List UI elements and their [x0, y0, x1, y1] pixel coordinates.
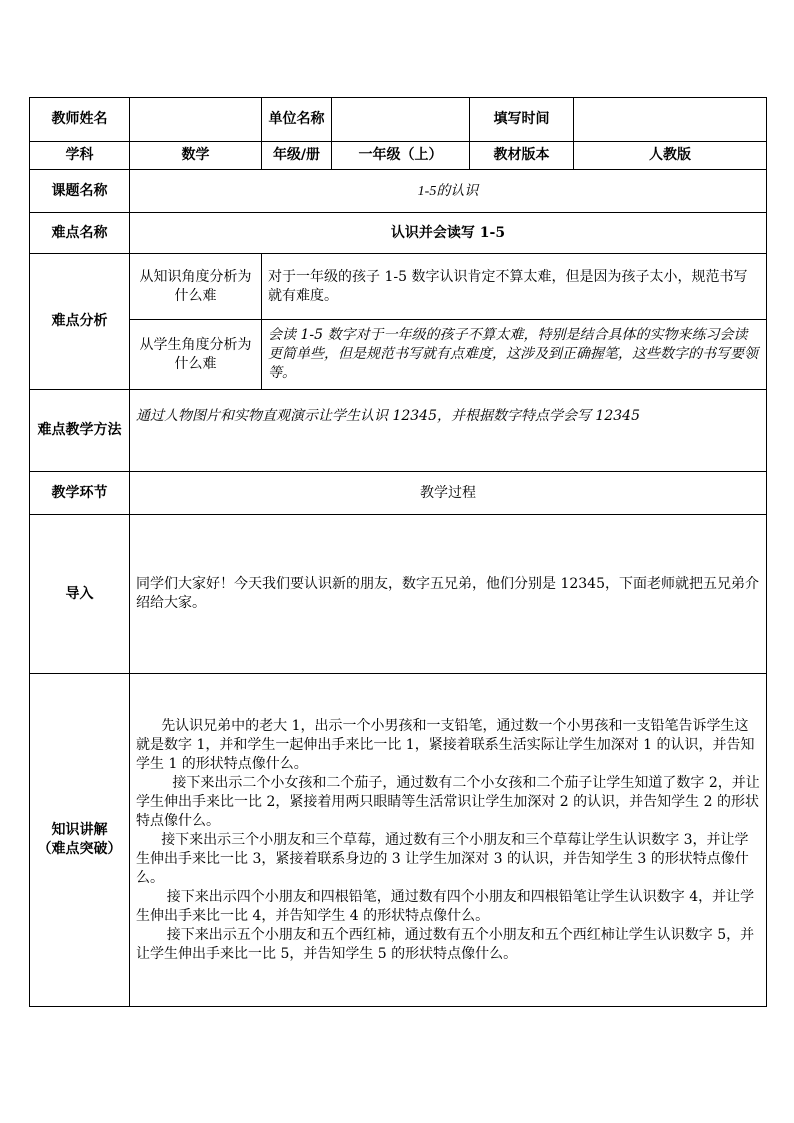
teacher-name-value: [130, 98, 262, 142]
teacher-name-label: 教师姓名: [30, 98, 130, 142]
knowledge-label: [30, 674, 130, 1007]
knowledge-angle-text: 对于一年级的孩子 1-5 数字认识肯定不算太难，但是因为孩子太小，规范书写就有难度。: [262, 254, 767, 320]
knowledge-paragraph: 接下来出示四个小朋友和四根铅笔，通过数有四个小朋友和四根铅笔让学生认识数字 4，并让学生伸出手来比一比 4，并告知学生 4 的形状特点像什么。: [136, 888, 755, 924]
knowledge-angle-label: 从知识角度分析为什么难: [130, 254, 262, 320]
row-stage-header: [30, 472, 767, 515]
stage-value: 教学过程: [130, 472, 767, 515]
row-knowledge: [30, 674, 767, 1007]
difficulty-value: 认识并会读写 1-5: [130, 213, 767, 254]
knowledge-text: [130, 674, 767, 1007]
row-subject-info: [30, 142, 767, 170]
row-difficulty: [30, 213, 767, 254]
grade-value: 一年级（上）: [332, 142, 470, 170]
teaching-method-label: 难点教学方法: [30, 390, 130, 472]
stage-label: 教学环节: [30, 472, 130, 515]
analysis-label: 难点分析: [30, 254, 130, 390]
row-analysis-knowledge: [30, 254, 767, 320]
row-analysis-student: [30, 320, 767, 390]
difficulty-label: 难点名称: [30, 213, 130, 254]
teaching-method-text: 通过人物图片和实物直观演示让学生认识 12345，并根据数字特点学会写 12345: [130, 390, 767, 472]
intro-text: 同学们大家好！今天我们要认识新的朋友，数字五兄弟，他们分别是 12345，下面老师就把五兄弟介绍给大家。: [130, 515, 767, 674]
row-lesson-title: [30, 170, 767, 213]
knowledge-label-line2: （难点突破）: [37, 841, 122, 857]
fill-time-value: [574, 98, 767, 142]
lesson-title-label: 课题名称: [30, 170, 130, 213]
knowledge-label-line1: 知识讲解: [51, 822, 108, 838]
row-teacher-info: [30, 98, 767, 142]
student-angle-label: 从学生角度分析为什么难: [130, 320, 262, 390]
subject-value: 数学: [130, 142, 262, 170]
lesson-title: 1-5的认识: [130, 170, 767, 213]
lesson-plan-table: [29, 97, 767, 1007]
knowledge-paragraph: 接下来出示三个小朋友和三个草莓，通过数有三个小朋友和三个草莓让学生认识数字 3，并让学生伸出手来比一比 3，紧接着联系身边的 3 让学生加深对 3 的认识，并告知学生 3 的形状特点像什么。: [136, 831, 749, 886]
row-intro: [30, 515, 767, 674]
edition-value: 人教版: [574, 142, 767, 170]
row-teaching-method: [30, 390, 767, 472]
knowledge-paragraph: 接下来出示二个小女孩和二个茄子，通过数有二个小女孩和二个茄子让学生知道了数字 2，并让学生伸出手来比一比 2，紧接着用两只眼睛等生活常识让学生加深对 2 的认识，并告知学生 2 的形状特点像什么。: [136, 774, 760, 829]
student-angle-text: 会读 1-5 数字对于一年级的孩子不算太难，特别是结合具体的实物来练习会读更简单些，但是规范书写就有点难度，这涉及到正确握笔，这些数字的书写要领等。: [262, 320, 767, 390]
grade-label: 年级/册: [262, 142, 332, 170]
unit-name-value: [332, 98, 470, 142]
unit-name-label: 单位名称: [262, 98, 332, 142]
subject-label: 学科: [30, 142, 130, 170]
edition-label: 教材版本: [470, 142, 574, 170]
intro-label: 导入: [30, 515, 130, 674]
knowledge-paragraph: 先认识兄弟中的老大 1，出示一个小男孩和一支铅笔，通过数一个小男孩和一支铅笔告诉学生这就是数字 1，并和学生一起伸出手来比一比 1，紧接着联系生活实际让学生加深对 1 的认识，并告知学生 1 的形状特点像什么。: [136, 717, 755, 772]
fill-time-label: 填写时间: [470, 98, 574, 142]
knowledge-paragraph: 接下来出示五个小朋友和五个西红柿，通过数有五个小朋友和五个西红柿让学生认识数字 5，并让学生伸出手来比一比 5，并告知学生 5 的形状特点像什么。: [136, 926, 755, 962]
